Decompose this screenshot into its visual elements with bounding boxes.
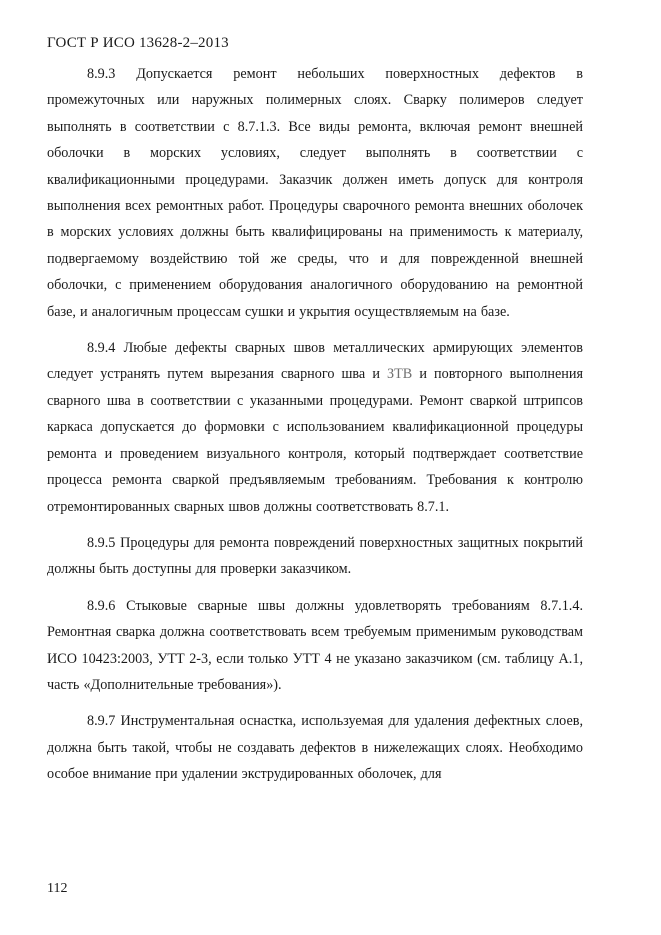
paragraph-8-9-7: 8.9.7 Инструментальная оснастка, используемая для удаления дефектных слоев, должна быть такой, чтобы не создавать дефектов в нижележащих слоях. Необходимо особое внимание при удалении экструдированных оболочек, для — [47, 713, 583, 783]
page-header — [47, 33, 229, 53]
document-body — [47, 61, 583, 788]
standard-code: ГОСТ Р ИСО 13628-2–2013 — [47, 35, 229, 51]
page-number: 112 — [47, 881, 68, 896]
paragraph-8-9-4-end: и повторного выполнения сварного шва в соответствии с указанными процедурами. Ремонт сваркой штрипсов каркаса допускается до формовки с использованием квалификационной процедуры ремонта и проведением визуального контроля, который подтверждает соответствие процесса ремонта сваркой предъявляемым требованиям. Требования к контролю отремонтированных сварных швов должны соответствовать 8.7.1. — [47, 366, 583, 515]
paragraph-8-9-4 — [47, 335, 583, 520]
paragraph-8-9-6: 8.9.6 Стыковые сварные швы должны удовлетворять требованиям 8.7.1.4. Ремонтная сварка должна соответствовать всем требуемым применимым руководствам ИСО 10423:2003, УТТ 2-3, если только УТТ 4 не указано заказчиком (см. таблицу А.1, часть «Дополнительные требования»). — [47, 597, 583, 693]
ztv-reference-link[interactable]: ЗТВ — [387, 366, 413, 383]
paragraph-8-9-3: 8.9.3 Допускается ремонт небольших поверхностных дефектов в промежуточных или наружных полимерных слоях. Сварку полимеров следует выполнять в соответствии с 8.7.1.3. Все виды ремонта, включая ремонт внешней оболочки в морских условиях, следует выполнять в соответствии с квалификационными процедурами. Заказчик должен иметь допуск для контроля выполнения всех ремонтных работ. Процедуры сварочного ремонта внешних оболочек в морских условиях должны быть квалифицированы на применимость к материалу, подвергаемому воздействию той же среды, что и для поврежденной внешней оболочки, с применением оборудования аналогичного оборудованию на ремонтной базе, и аналогичным процессам сушки и укрытия осуществляемым на базе. — [47, 66, 583, 320]
paragraph-8-9-4-start: 8.9.4 Любые дефекты сварных швов металлических армирующих элементов следует устранять путем вырезания сварного шва и — [47, 340, 583, 383]
paragraph-8-9-5: 8.9.5 Процедуры для ремонта повреждений поверхностных защитных покрытий должны быть доступны для проверки заказчиком. — [47, 534, 583, 578]
